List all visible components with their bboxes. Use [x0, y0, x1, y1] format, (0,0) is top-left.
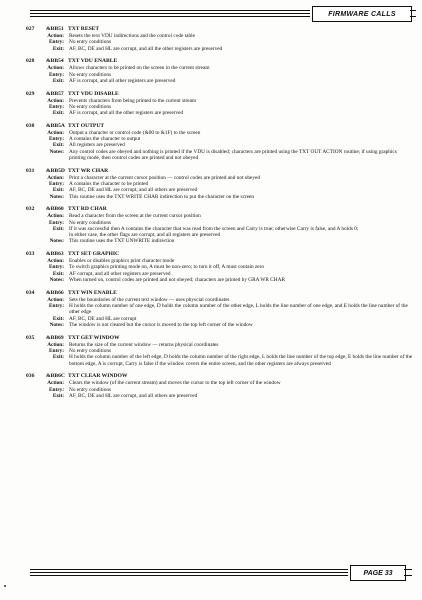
row-label: Exit: — [52, 45, 64, 52]
row-text: If it was successful then A contains the character that was read from the screen and Carry is true; otherwise Carry is false, and A holds 0; — [69, 225, 359, 232]
row-label: Entry: — [48, 219, 64, 226]
row-text: Resets the text VDU indirections and the control code table — [69, 33, 195, 39]
row-label: Entry: — [48, 347, 64, 354]
header-title: FIRMWARE CALLS — [312, 6, 412, 22]
row-text: Any control codes are obeyed and nothing is printed if the VDU is disabled; characters are printed using the TXT OUT ACTION routine; if using graphics printing mode, then control codes are printed and not obeyed — [69, 148, 397, 162]
row-text: Enables or disables graphics print character mode — [69, 258, 175, 265]
entry-heading — [26, 251, 414, 258]
entry-heading — [26, 168, 414, 175]
row-text: H holds the column number of the left edge, D holds the column number of the right edge, L holds the line number of the top edge, E holds the line number of the bottom edge, A is corrupt, Carry is false if the window covers the entire screen, and the other registers are always preserved — [69, 354, 413, 367]
firmware-entry — [26, 26, 414, 52]
entry-heading — [26, 123, 414, 130]
firmware-entry — [26, 91, 414, 117]
row-text: To switch graphics printing mode on, A must be non-zero; to turn it off, A must contain zero — [69, 264, 265, 271]
row-label: Exit: — [52, 77, 64, 84]
row-text: Print a character at the current cursor position — control codes are printed and not obeyed — [69, 174, 261, 181]
header-rule-tail — [410, 10, 416, 11]
row-text: AF corrupt, and all other registers are preserved — [69, 270, 171, 277]
entry-title: TXT WIN ENABLE — [68, 289, 117, 296]
entry-title: TXT CLEAR WINDOW — [68, 373, 128, 380]
entry-row — [26, 194, 414, 200]
row-label: Exit: — [52, 142, 64, 149]
row-label: Entry: — [48, 181, 64, 188]
firmware-entry — [26, 251, 414, 283]
entry-row — [26, 303, 414, 316]
entry-row — [26, 110, 414, 116]
row-text: Output a character or control code (&00 to &1F) to the screen — [69, 129, 201, 136]
row-text: AF, BC, DE and HL are corrupt — [69, 315, 137, 322]
entry-number: 028 — [26, 58, 35, 65]
header-rule-tail — [410, 16, 416, 17]
firmware-entry — [26, 58, 414, 84]
row-text: Clears the window (of the current stream) and moves the cursor to the top left corner of the window — [69, 380, 281, 387]
entry-heading — [26, 335, 414, 342]
scan-speck — [4, 585, 6, 587]
entry-row — [26, 322, 414, 328]
entry-title: TXT VDU ENABLE — [68, 58, 118, 65]
row-label: Exit: — [52, 270, 64, 277]
row-text: Read a character from the screen at the current cursor position — [69, 213, 201, 220]
row-text: No entry conditions — [69, 386, 112, 393]
row-text: Prevents characters from being printed to the current stream — [69, 97, 197, 104]
entry-number: 034 — [26, 289, 35, 296]
entry-address: &BB69 — [46, 334, 64, 341]
entry-number: 035 — [26, 334, 35, 341]
row-label: Exit: — [52, 110, 64, 117]
row-label: Exit: — [52, 392, 64, 399]
entry-number: 033 — [26, 251, 35, 258]
row-text: AF, BC, DE and HL are corrupt, and all the other registers are preserved — [69, 45, 223, 52]
entry-title: TXT OUTPUT — [68, 122, 105, 129]
row-text: When turned on, control codes are printed and not obeyed; characters are printed by GRA WR CHAR — [69, 277, 285, 284]
entry-number: 029 — [26, 90, 35, 97]
entry-title: TXT RESET — [68, 26, 100, 32]
row-label: Notes: — [49, 321, 64, 328]
entry-title: TXT SET GRAPHIC — [68, 251, 120, 258]
row-label: Action: — [47, 213, 64, 220]
firmware-entry — [26, 123, 414, 161]
entry-address: &BB6C — [46, 373, 65, 380]
row-text: AF, BC, DE and HL are corrupt, and all others are preserved — [69, 187, 198, 194]
row-text: No entry conditions — [69, 39, 112, 46]
row-label: Action: — [47, 296, 64, 303]
row-text: AF, BC, DE and HL are corrupt, and all others are preserved — [69, 392, 198, 399]
row-text: A contains the character to output — [69, 136, 141, 143]
row-text: Sets the boundaries of the current text window — uses physcial coordinates — [69, 296, 230, 303]
header-rule-top — [30, 10, 310, 11]
row-label: Entry: — [48, 71, 64, 78]
entry-address: &BB60 — [46, 206, 64, 213]
row-label: Notes: — [49, 193, 64, 200]
page-number: PAGE 33 — [350, 565, 406, 581]
footer-rule-tail — [404, 569, 412, 570]
entry-row — [26, 46, 414, 52]
row-text: No entry conditions — [69, 219, 112, 226]
row-text: This routine uses the TXT UNWRITE indirection — [69, 238, 175, 245]
row-label: Entry: — [48, 39, 64, 46]
firmware-entry — [26, 335, 414, 367]
entry-title: TXT GET WINDOW — [68, 334, 120, 341]
entry-number: 032 — [26, 206, 35, 213]
firmware-entry — [26, 290, 414, 328]
row-label: Entry: — [48, 303, 64, 310]
row-text: This routine uses the TXT WRITE CHAR indirection to put the character on the screen — [69, 193, 255, 200]
entry-row — [26, 393, 414, 399]
row-text: Allows characters to be printed on the screen in the current stream — [69, 65, 210, 72]
row-text: All registers are preserved — [69, 142, 125, 149]
entry-row — [26, 78, 414, 84]
row-label: Action: — [47, 341, 64, 348]
entry-address: &BB66 — [46, 289, 64, 296]
row-label: Entry: — [48, 264, 64, 271]
entry-address: &BB5A — [46, 122, 65, 129]
entry-number: 031 — [26, 167, 35, 174]
firmware-call-list — [26, 26, 414, 405]
entry-row — [26, 277, 414, 283]
firmware-entry — [26, 168, 414, 200]
entry-address: &BB5D — [46, 167, 65, 174]
entry-address: &BB57 — [46, 90, 64, 97]
row-text: No entry conditions — [69, 71, 112, 78]
entry-row — [26, 238, 414, 244]
footer-rule-tail — [404, 575, 412, 576]
row-text: H holds the column number of one edge, D holds the column number of the other edge, L holds the line number of one edge, and E holds the line number of the other edge — [69, 303, 408, 316]
footer-rule-top — [30, 569, 348, 570]
header-rule-middle — [30, 13, 310, 14]
entry-heading — [26, 290, 414, 297]
row-text: AF is corrupt, and all the other registers are preserved — [69, 110, 184, 117]
row-label: Action: — [47, 129, 64, 136]
row-label: Action: — [47, 65, 64, 72]
row-text: No entry conditions — [69, 103, 112, 110]
entry-address: &BB54 — [46, 58, 64, 65]
row-label: Exit: — [52, 225, 64, 232]
row-text: AF is corrupt, and all other registers are preserved — [69, 77, 176, 84]
header-rule-bottom — [30, 16, 310, 17]
entry-number: 030 — [26, 122, 35, 129]
entry-heading — [26, 58, 414, 65]
row-label: Action: — [47, 380, 64, 387]
firmware-entry — [26, 373, 414, 399]
entry-number: 036 — [26, 373, 35, 380]
entry-address: &BB63 — [46, 251, 64, 258]
entry-row — [26, 149, 414, 162]
row-label: Entry: — [48, 136, 64, 143]
entry-number: 027 — [26, 26, 35, 32]
row-label: Notes: — [49, 238, 64, 245]
row-text: No entry conditions — [69, 347, 112, 354]
entry-heading — [26, 91, 414, 98]
row-label: Exit: — [52, 315, 64, 322]
row-label: Notes: — [49, 148, 64, 155]
row-text: in either case, the other flags are corrupt, and all registers are preserved — [69, 232, 221, 239]
row-label: Entry: — [48, 103, 64, 110]
row-label: Action: — [47, 97, 64, 104]
row-label: Exit: — [52, 187, 64, 194]
row-text: The window is not cleared but the cursor is moved to the top left corner of the window — [69, 321, 253, 328]
row-label: Entry: — [48, 386, 64, 393]
row-label: Notes: — [49, 277, 64, 284]
row-label: Action: — [47, 174, 64, 181]
row-label: Action: — [47, 33, 64, 39]
footer-rule-bottom — [30, 575, 348, 576]
row-text: Returns the size of the current window — returns physical coordinates — [69, 341, 219, 348]
entry-title: TXT RD CHAR — [68, 206, 107, 213]
entry-row — [26, 354, 414, 367]
row-label: Action: — [47, 258, 64, 265]
firmware-entry — [26, 206, 414, 244]
row-label: Exit: — [52, 354, 64, 361]
entry-address: &BB51 — [46, 26, 64, 32]
entry-title: TXT VDU DISABLE — [68, 90, 119, 97]
row-text: A contains the character to be printed — [69, 181, 149, 188]
entry-heading — [26, 26, 414, 33]
footer-rule-middle — [30, 572, 348, 573]
entry-title: TXT WR CHAR — [68, 167, 109, 174]
